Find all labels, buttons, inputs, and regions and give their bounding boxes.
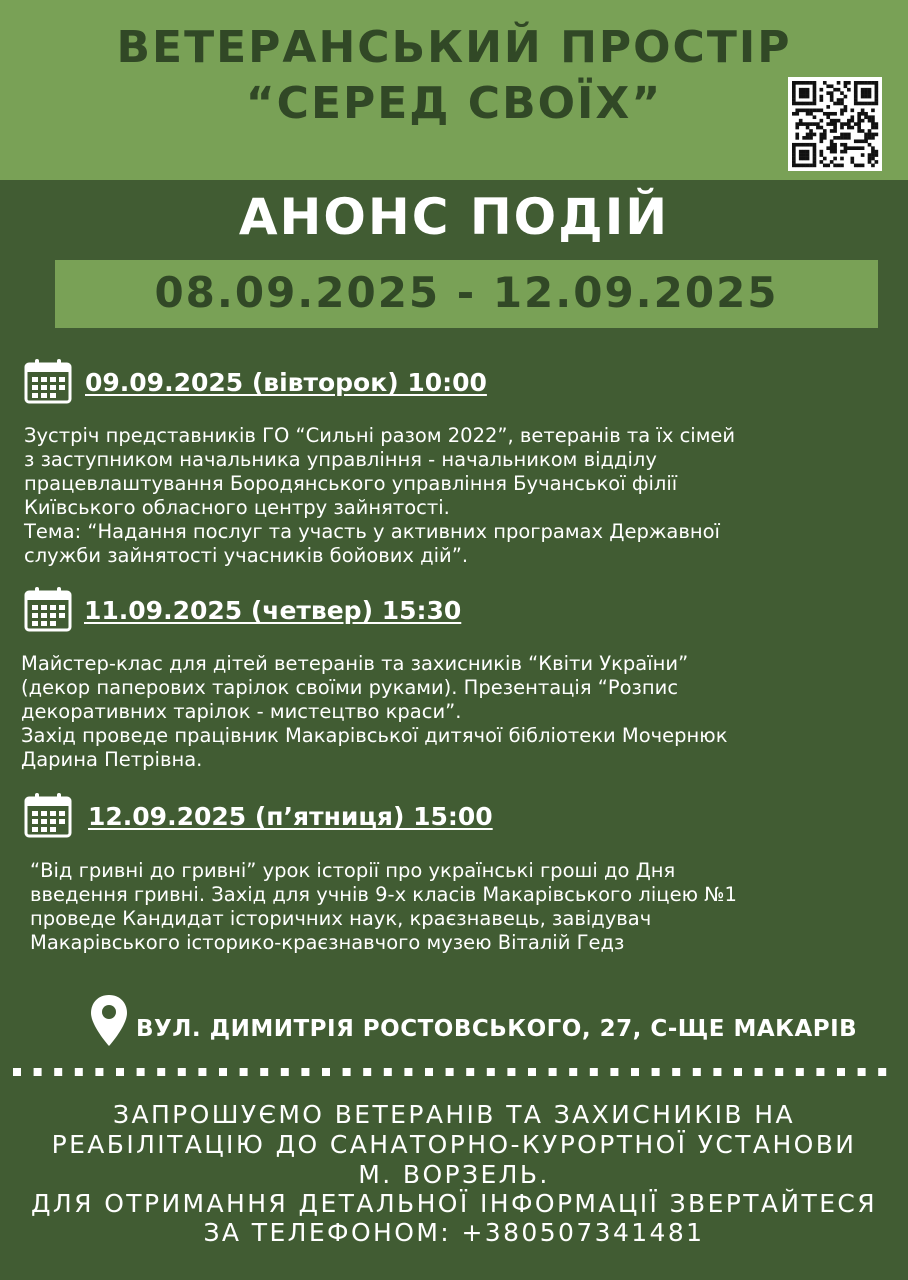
calendar-icon <box>24 586 72 632</box>
event-1-header <box>24 358 524 404</box>
event-3-line: проведе Кандидат історичних наук, краєзнавець, завідувач <box>30 907 652 930</box>
footer-line-3: М. ВОРЗЕЛЬ. <box>358 1160 550 1189</box>
event-1-date: 09.09.2025 (вівторок) 10:00 <box>85 368 487 397</box>
footer-line-1: ЗАПРОШУЄМО ВЕТЕРАНІВ ТА ЗАХИСНИКІВ НА <box>113 1100 795 1129</box>
event-3-line: Макарівського історико-краєзнавчого музею Віталій Гедз <box>30 931 625 954</box>
event-3-description <box>30 859 888 955</box>
event-2-line: Майстер-клас для дітей ветеранів та захисників “Квіти України” <box>21 652 689 675</box>
event-2-line: Захід проведе працівник Макарівської дитячої бібліотеки Мочернюк <box>21 724 728 747</box>
event-1-line: працевлаштування Бородянського управління Бучанської філії <box>24 472 678 495</box>
date-range: 08.09.2025 - 12.09.2025 <box>154 268 779 317</box>
calendar-icon <box>24 358 72 404</box>
address: ВУЛ. ДИМИТРІЯ РОСТОВСЬКОГО, 27, С-ЩЕ МАКАРІВ <box>136 1016 858 1042</box>
event-1-line: служби зайнятості учасників бойових дій”. <box>24 544 469 567</box>
dotted-divider <box>10 1066 900 1078</box>
event-2-description <box>21 652 885 772</box>
date-range-band <box>55 260 878 328</box>
event-3-line: введення гривні. Захід для учнів 9-х класів Макарівського ліцею №1 <box>30 883 737 906</box>
event-1-line: Зустріч представників ГО “Сильні разом 2022”, ветеранів та їх сімей <box>24 424 736 447</box>
location-pin-icon <box>89 993 129 1048</box>
calendar-icon <box>24 792 72 838</box>
event-1-line: з заступником начальника управління - начальником відділу <box>24 448 657 471</box>
event-2-line: (декор паперових тарілок своїми руками). Презентація “Розпис <box>21 676 679 699</box>
event-3-line: “Від гривні до гривні” урок історії про українські гроші до Дня <box>30 859 676 882</box>
footer-line-4: ДЛЯ ОТРИМАННЯ ДЕТАЛЬНОЇ ІНФОРМАЦІЇ ЗВЕРТАЙТЕСЯ <box>30 1189 878 1218</box>
event-2-line: декоративних тарілок - мистецтво краси”. <box>21 700 462 723</box>
footer-line-5: ЗА ТЕЛЕФОНОМ: +380507341481 <box>203 1218 705 1247</box>
event-2-line: Дарина Петрівна. <box>21 748 203 771</box>
event-3-date: 12.09.2025 (п’ятниця) 15:00 <box>88 802 493 831</box>
announcement-title: АНОНС ПОДІЙ <box>238 188 670 246</box>
page-title-line-2: “СЕРЕД СВОЇХ” <box>245 78 663 129</box>
event-1-description <box>24 424 890 568</box>
event-1-line: Київського обласного центру зайнятості. <box>24 496 450 519</box>
event-3-header <box>24 792 524 838</box>
event-2-date: 11.09.2025 (четвер) 15:30 <box>84 596 462 625</box>
event-2-header <box>24 586 524 632</box>
page-title-line-1: ВЕТЕРАНСЬКИЙ ПРОСТІР <box>116 22 792 73</box>
header-band <box>0 0 908 180</box>
qr-code[interactable] <box>788 77 882 171</box>
footer-line-2: РЕАБІЛІТАЦІЮ ДО САНАТОРНО-КУРОРТНОЇ УСТАНОВИ <box>51 1130 857 1159</box>
event-1-line: Тема: “Надання послуг та участь у активних програмах Державної <box>24 520 720 543</box>
